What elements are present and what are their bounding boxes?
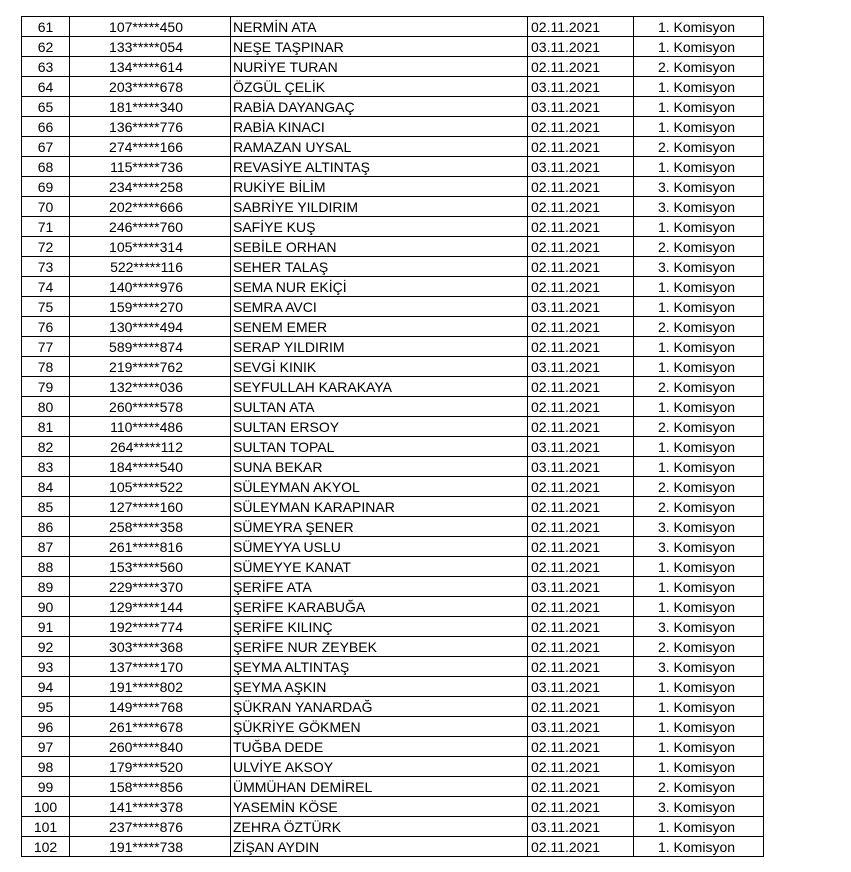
row-number-cell: 93 xyxy=(22,657,70,677)
commission-cell: 2. Komisyon xyxy=(634,777,764,797)
date-cell: 02.11.2021 xyxy=(528,697,634,717)
commission-cell: 2. Komisyon xyxy=(634,417,764,437)
masked-id-cell: 184*****540 xyxy=(70,457,231,477)
date-cell: 02.11.2021 xyxy=(528,377,634,397)
date-cell: 02.11.2021 xyxy=(528,797,634,817)
masked-id-cell: 136*****776 xyxy=(70,117,231,137)
commission-cell: 3. Komisyon xyxy=(634,197,764,217)
row-number-cell: 90 xyxy=(22,597,70,617)
table-row xyxy=(22,457,764,477)
full-name-cell: ŞÜKRİYE GÖKMEN xyxy=(231,717,528,737)
date-cell: 02.11.2021 xyxy=(528,277,634,297)
date-cell: 02.11.2021 xyxy=(528,517,634,537)
masked-id-cell: 181*****340 xyxy=(70,97,231,117)
row-number-cell: 89 xyxy=(22,577,70,597)
masked-id-cell: 203*****678 xyxy=(70,77,231,97)
date-cell: 03.11.2021 xyxy=(528,437,634,457)
row-number-cell: 74 xyxy=(22,277,70,297)
commission-cell: 3. Komisyon xyxy=(634,257,764,277)
masked-id-cell: 191*****802 xyxy=(70,677,231,697)
row-number-cell: 66 xyxy=(22,117,70,137)
commission-cell: 1. Komisyon xyxy=(634,77,764,97)
row-number-cell: 101 xyxy=(22,817,70,837)
table-row xyxy=(22,197,764,217)
row-number-cell: 68 xyxy=(22,157,70,177)
full-name-cell: ŞEYMA ALTINTAŞ xyxy=(231,657,528,677)
table-row xyxy=(22,77,764,97)
table-row xyxy=(22,17,764,37)
date-cell: 02.11.2021 xyxy=(528,17,634,37)
commission-cell: 1. Komisyon xyxy=(634,117,764,137)
row-number-cell: 95 xyxy=(22,697,70,717)
table-row xyxy=(22,477,764,497)
row-number-cell: 86 xyxy=(22,517,70,537)
full-name-cell: RAMAZAN UYSAL xyxy=(231,137,528,157)
table-row xyxy=(22,517,764,537)
date-cell: 02.11.2021 xyxy=(528,757,634,777)
table-row xyxy=(22,157,764,177)
commission-cell: 2. Komisyon xyxy=(634,137,764,157)
date-cell: 02.11.2021 xyxy=(528,737,634,757)
masked-id-cell: 149*****768 xyxy=(70,697,231,717)
row-number-cell: 75 xyxy=(22,297,70,317)
date-cell: 03.11.2021 xyxy=(528,817,634,837)
full-name-cell: SEYFULLAH KARAKAYA xyxy=(231,377,528,397)
full-name-cell: SEHER TALAŞ xyxy=(231,257,528,277)
masked-id-cell: 274*****166 xyxy=(70,137,231,157)
commission-cell: 2. Komisyon xyxy=(634,377,764,397)
date-cell: 03.11.2021 xyxy=(528,297,634,317)
row-number-cell: 67 xyxy=(22,137,70,157)
commission-cell: 3. Komisyon xyxy=(634,517,764,537)
table-row xyxy=(22,497,764,517)
table-row xyxy=(22,557,764,577)
full-name-cell: SULTAN ERSOY xyxy=(231,417,528,437)
commission-cell: 1. Komisyon xyxy=(634,737,764,757)
masked-id-cell: 264*****112 xyxy=(70,437,231,457)
full-name-cell: SEBİLE ORHAN xyxy=(231,237,528,257)
date-cell: 03.11.2021 xyxy=(528,677,634,697)
table-row xyxy=(22,137,764,157)
date-cell: 03.11.2021 xyxy=(528,37,634,57)
full-name-cell: ŞÜKRAN YANARDAĞ xyxy=(231,697,528,717)
commission-cell: 1. Komisyon xyxy=(634,97,764,117)
table-row xyxy=(22,277,764,297)
date-cell: 02.11.2021 xyxy=(528,137,634,157)
masked-id-cell: 105*****522 xyxy=(70,477,231,497)
date-cell: 02.11.2021 xyxy=(528,597,634,617)
row-number-cell: 91 xyxy=(22,617,70,637)
table-row xyxy=(22,297,764,317)
masked-id-cell: 107*****450 xyxy=(70,17,231,37)
date-cell: 03.11.2021 xyxy=(528,77,634,97)
full-name-cell: SULTAN ATA xyxy=(231,397,528,417)
table-row xyxy=(22,597,764,617)
commission-cell: 1. Komisyon xyxy=(634,17,764,37)
date-cell: 03.11.2021 xyxy=(528,457,634,477)
table-row xyxy=(22,637,764,657)
table-row xyxy=(22,397,764,417)
full-name-cell: SEMA NUR EKİÇİ xyxy=(231,277,528,297)
date-cell: 03.11.2021 xyxy=(528,97,634,117)
row-number-cell: 77 xyxy=(22,337,70,357)
date-cell: 03.11.2021 xyxy=(528,717,634,737)
date-cell: 02.11.2021 xyxy=(528,557,634,577)
date-cell: 02.11.2021 xyxy=(528,617,634,637)
full-name-cell: RABİA DAYANGAÇ xyxy=(231,97,528,117)
commission-cell: 1. Komisyon xyxy=(634,557,764,577)
masked-id-cell: 141*****378 xyxy=(70,797,231,817)
commission-cell: 3. Komisyon xyxy=(634,537,764,557)
table-row xyxy=(22,357,764,377)
full-name-cell: ŞERİFE NUR ZEYBEK xyxy=(231,637,528,657)
commission-cell: 1. Komisyon xyxy=(634,277,764,297)
date-cell: 02.11.2021 xyxy=(528,257,634,277)
commission-cell: 1. Komisyon xyxy=(634,577,764,597)
row-number-cell: 88 xyxy=(22,557,70,577)
table-row xyxy=(22,677,764,697)
candidate-list-body xyxy=(22,17,764,857)
row-number-cell: 97 xyxy=(22,737,70,757)
table-row xyxy=(22,57,764,77)
commission-cell: 1. Komisyon xyxy=(634,37,764,57)
row-number-cell: 96 xyxy=(22,717,70,737)
row-number-cell: 72 xyxy=(22,237,70,257)
row-number-cell: 64 xyxy=(22,77,70,97)
table-row xyxy=(22,777,764,797)
date-cell: 03.11.2021 xyxy=(528,357,634,377)
date-cell: 02.11.2021 xyxy=(528,197,634,217)
table-row xyxy=(22,717,764,737)
row-number-cell: 85 xyxy=(22,497,70,517)
date-cell: 03.11.2021 xyxy=(528,577,634,597)
full-name-cell: ZİŞAN AYDIN xyxy=(231,837,528,857)
table-row xyxy=(22,97,764,117)
masked-id-cell: 110*****486 xyxy=(70,417,231,437)
row-number-cell: 65 xyxy=(22,97,70,117)
table-row xyxy=(22,117,764,137)
table-row xyxy=(22,837,764,857)
full-name-cell: ÖZGÜL ÇELİK xyxy=(231,77,528,97)
row-number-cell: 69 xyxy=(22,177,70,197)
masked-id-cell: 303*****368 xyxy=(70,637,231,657)
full-name-cell: ŞERİFE KARABUĞA xyxy=(231,597,528,617)
table-row xyxy=(22,797,764,817)
full-name-cell: SÜMEYYA USLU xyxy=(231,537,528,557)
full-name-cell: SENEM EMER xyxy=(231,317,528,337)
full-name-cell: SÜMEYYE KANAT xyxy=(231,557,528,577)
row-number-cell: 78 xyxy=(22,357,70,377)
commission-cell: 1. Komisyon xyxy=(634,697,764,717)
table-row xyxy=(22,317,764,337)
commission-cell: 2. Komisyon xyxy=(634,497,764,517)
candidate-list-table xyxy=(21,16,764,857)
masked-id-cell: 192*****774 xyxy=(70,617,231,637)
full-name-cell: NURİYE TURAN xyxy=(231,57,528,77)
row-number-cell: 94 xyxy=(22,677,70,697)
commission-cell: 1. Komisyon xyxy=(634,217,764,237)
table-row xyxy=(22,217,764,237)
masked-id-cell: 134*****614 xyxy=(70,57,231,77)
full-name-cell: RUKİYE BİLİM xyxy=(231,177,528,197)
row-number-cell: 102 xyxy=(22,837,70,857)
commission-cell: 2. Komisyon xyxy=(634,477,764,497)
row-number-cell: 99 xyxy=(22,777,70,797)
masked-id-cell: 191*****738 xyxy=(70,837,231,857)
full-name-cell: ZEHRA ÖZTÜRK xyxy=(231,817,528,837)
row-number-cell: 73 xyxy=(22,257,70,277)
row-number-cell: 79 xyxy=(22,377,70,397)
masked-id-cell: 115*****736 xyxy=(70,157,231,177)
commission-cell: 1. Komisyon xyxy=(634,397,764,417)
commission-cell: 1. Komisyon xyxy=(634,757,764,777)
masked-id-cell: 130*****494 xyxy=(70,317,231,337)
masked-id-cell: 219*****762 xyxy=(70,357,231,377)
date-cell: 02.11.2021 xyxy=(528,337,634,357)
full-name-cell: NEŞE TAŞPINAR xyxy=(231,37,528,57)
table-row xyxy=(22,417,764,437)
row-number-cell: 87 xyxy=(22,537,70,557)
date-cell: 02.11.2021 xyxy=(528,477,634,497)
row-number-cell: 62 xyxy=(22,37,70,57)
masked-id-cell: 258*****358 xyxy=(70,517,231,537)
table-row xyxy=(22,757,764,777)
commission-cell: 2. Komisyon xyxy=(634,317,764,337)
masked-id-cell: 589*****874 xyxy=(70,337,231,357)
commission-cell: 2. Komisyon xyxy=(634,57,764,77)
commission-cell: 3. Komisyon xyxy=(634,617,764,637)
masked-id-cell: 202*****666 xyxy=(70,197,231,217)
full-name-cell: SERAP YILDIRIM xyxy=(231,337,528,357)
commission-cell: 1. Komisyon xyxy=(634,817,764,837)
commission-cell: 1. Komisyon xyxy=(634,357,764,377)
row-number-cell: 70 xyxy=(22,197,70,217)
commission-cell: 2. Komisyon xyxy=(634,237,764,257)
date-cell: 02.11.2021 xyxy=(528,777,634,797)
table-row xyxy=(22,237,764,257)
date-cell: 02.11.2021 xyxy=(528,497,634,517)
full-name-cell: SABRİYE YILDIRIM xyxy=(231,197,528,217)
row-number-cell: 76 xyxy=(22,317,70,337)
full-name-cell: ULVİYE AKSOY xyxy=(231,757,528,777)
row-number-cell: 92 xyxy=(22,637,70,657)
masked-id-cell: 105*****314 xyxy=(70,237,231,257)
table-row xyxy=(22,697,764,717)
masked-id-cell: 260*****578 xyxy=(70,397,231,417)
table-row xyxy=(22,737,764,757)
date-cell: 02.11.2021 xyxy=(528,237,634,257)
full-name-cell: SUNA BEKAR xyxy=(231,457,528,477)
commission-cell: 1. Komisyon xyxy=(634,437,764,457)
commission-cell: 1. Komisyon xyxy=(634,717,764,737)
date-cell: 02.11.2021 xyxy=(528,397,634,417)
date-cell: 02.11.2021 xyxy=(528,117,634,137)
row-number-cell: 80 xyxy=(22,397,70,417)
row-number-cell: 71 xyxy=(22,217,70,237)
commission-cell: 3. Komisyon xyxy=(634,657,764,677)
masked-id-cell: 133*****054 xyxy=(70,37,231,57)
table-row xyxy=(22,537,764,557)
full-name-cell: YASEMİN KÖSE xyxy=(231,797,528,817)
masked-id-cell: 234*****258 xyxy=(70,177,231,197)
row-number-cell: 81 xyxy=(22,417,70,437)
full-name-cell: RABİA KINACI xyxy=(231,117,528,137)
commission-cell: 1. Komisyon xyxy=(634,837,764,857)
masked-id-cell: 159*****270 xyxy=(70,297,231,317)
commission-cell: 3. Komisyon xyxy=(634,797,764,817)
masked-id-cell: 158*****856 xyxy=(70,777,231,797)
masked-id-cell: 522*****116 xyxy=(70,257,231,277)
masked-id-cell: 229*****370 xyxy=(70,577,231,597)
full-name-cell: SÜMEYRA ŞENER xyxy=(231,517,528,537)
date-cell: 03.11.2021 xyxy=(528,157,634,177)
row-number-cell: 98 xyxy=(22,757,70,777)
date-cell: 02.11.2021 xyxy=(528,837,634,857)
full-name-cell: ŞERİFE ATA xyxy=(231,577,528,597)
full-name-cell: ŞERİFE KILINÇ xyxy=(231,617,528,637)
row-number-cell: 84 xyxy=(22,477,70,497)
commission-cell: 1. Komisyon xyxy=(634,597,764,617)
masked-id-cell: 261*****678 xyxy=(70,717,231,737)
masked-id-cell: 153*****560 xyxy=(70,557,231,577)
row-number-cell: 61 xyxy=(22,17,70,37)
full-name-cell: SEVGİ KINIK xyxy=(231,357,528,377)
table-row xyxy=(22,257,764,277)
masked-id-cell: 179*****520 xyxy=(70,757,231,777)
commission-cell: 1. Komisyon xyxy=(634,337,764,357)
row-number-cell: 63 xyxy=(22,57,70,77)
commission-cell: 2. Komisyon xyxy=(634,637,764,657)
row-number-cell: 82 xyxy=(22,437,70,457)
masked-id-cell: 137*****170 xyxy=(70,657,231,677)
full-name-cell: TUĞBA DEDE xyxy=(231,737,528,757)
full-name-cell: SULTAN TOPAL xyxy=(231,437,528,457)
commission-cell: 1. Komisyon xyxy=(634,677,764,697)
full-name-cell: ÜMMÜHAN DEMİREL xyxy=(231,777,528,797)
masked-id-cell: 127*****160 xyxy=(70,497,231,517)
full-name-cell: SÜLEYMAN AKYOL xyxy=(231,477,528,497)
table-row xyxy=(22,437,764,457)
masked-id-cell: 140*****976 xyxy=(70,277,231,297)
masked-id-cell: 246*****760 xyxy=(70,217,231,237)
masked-id-cell: 237*****876 xyxy=(70,817,231,837)
date-cell: 02.11.2021 xyxy=(528,537,634,557)
date-cell: 02.11.2021 xyxy=(528,217,634,237)
table-row xyxy=(22,177,764,197)
masked-id-cell: 129*****144 xyxy=(70,597,231,617)
full-name-cell: SEMRA AVCI xyxy=(231,297,528,317)
full-name-cell: ŞEYMA AŞKIN xyxy=(231,677,528,697)
date-cell: 02.11.2021 xyxy=(528,57,634,77)
row-number-cell: 83 xyxy=(22,457,70,477)
row-number-cell: 100 xyxy=(22,797,70,817)
date-cell: 02.11.2021 xyxy=(528,317,634,337)
commission-cell: 3. Komisyon xyxy=(634,177,764,197)
date-cell: 02.11.2021 xyxy=(528,657,634,677)
commission-cell: 1. Komisyon xyxy=(634,157,764,177)
date-cell: 02.11.2021 xyxy=(528,637,634,657)
date-cell: 02.11.2021 xyxy=(528,177,634,197)
table-row xyxy=(22,337,764,357)
masked-id-cell: 260*****840 xyxy=(70,737,231,757)
commission-cell: 1. Komisyon xyxy=(634,457,764,477)
masked-id-cell: 261*****816 xyxy=(70,537,231,557)
full-name-cell: SAFİYE KUŞ xyxy=(231,217,528,237)
table-row xyxy=(22,377,764,397)
table-row xyxy=(22,577,764,597)
table-row xyxy=(22,657,764,677)
full-name-cell: SÜLEYMAN KARAPINAR xyxy=(231,497,528,517)
commission-cell: 1. Komisyon xyxy=(634,297,764,317)
date-cell: 02.11.2021 xyxy=(528,417,634,437)
full-name-cell: NERMİN ATA xyxy=(231,17,528,37)
table-row xyxy=(22,817,764,837)
masked-id-cell: 132*****036 xyxy=(70,377,231,397)
table-row xyxy=(22,37,764,57)
full-name-cell: REVASİYE ALTINTAŞ xyxy=(231,157,528,177)
table-row xyxy=(22,617,764,637)
